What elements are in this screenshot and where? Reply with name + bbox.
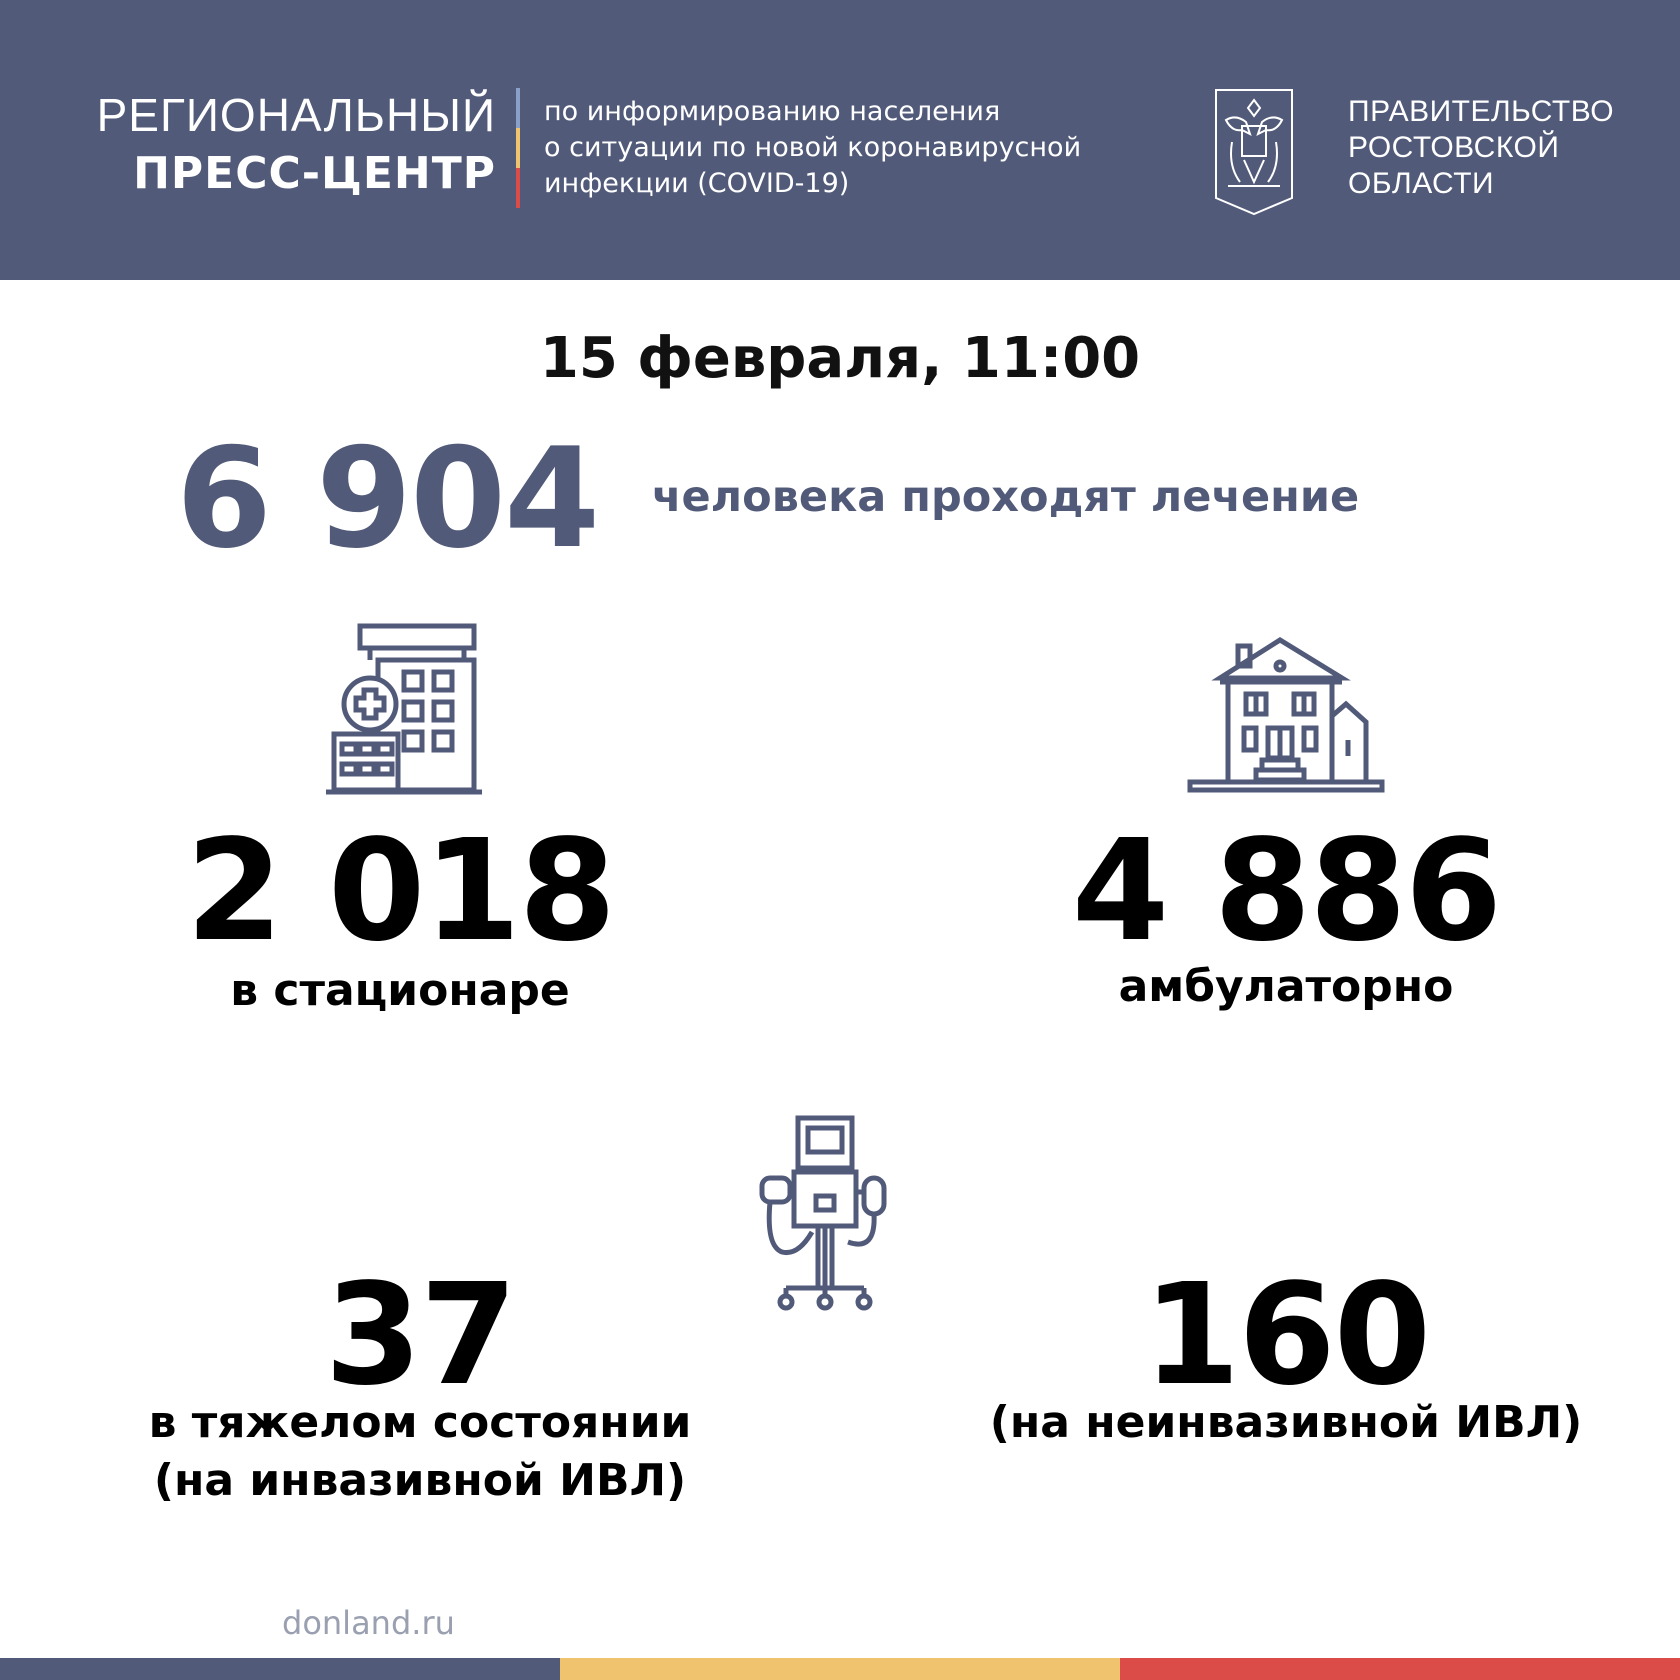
press-center-title-line1: РЕГИОНАЛЬНЫЙ bbox=[96, 89, 496, 141]
header-description bbox=[544, 94, 1081, 202]
header-description-line: инфекции (COVID-19) bbox=[544, 168, 850, 199]
government-label bbox=[1348, 94, 1614, 202]
government-label-line: РОСТОВСКОЙ bbox=[1348, 131, 1560, 164]
severe-condition-label-line1: в тяжелом состоянии bbox=[148, 1397, 692, 1448]
header-description-line: о ситуации по новой коронавирусной bbox=[544, 132, 1082, 163]
hospital-patients-label: в стационаре bbox=[230, 965, 570, 1016]
footer-stripe-red bbox=[1120, 1658, 1680, 1680]
government-label-line: ПРАВИТЕЛЬСТВО bbox=[1348, 95, 1615, 128]
house-icon bbox=[1186, 632, 1386, 796]
severe-condition-label-line2: (на инвазивной ИВЛ) bbox=[153, 1455, 687, 1506]
noninvasive-ventilation-value: 160 bbox=[1142, 1254, 1430, 1417]
press-center-title-line2: ПРЕСС-ЦЕНТР bbox=[133, 148, 496, 199]
severe-condition-value: 37 bbox=[324, 1254, 516, 1417]
ventilator-icon bbox=[752, 1112, 896, 1312]
severe-condition-label bbox=[120, 1394, 720, 1510]
government-label-line: ОБЛАСТИ bbox=[1348, 167, 1495, 200]
report-date: 15 февраля, 11:00 bbox=[539, 326, 1141, 391]
footer-website-link[interactable]: donland.ru bbox=[282, 1604, 455, 1642]
outpatient-label: амбулаторно bbox=[1118, 961, 1454, 1012]
footer-stripe-blue bbox=[0, 1658, 560, 1680]
header-description-line: по информированию населения bbox=[544, 96, 1001, 127]
total-under-treatment-value: 6 904 bbox=[176, 418, 599, 579]
header-divider bbox=[516, 88, 520, 208]
noninvasive-ventilation-label: (на неинвазивной ИВЛ) bbox=[989, 1397, 1583, 1448]
total-under-treatment-label: человека проходят лечение bbox=[652, 472, 1360, 522]
coat-of-arms-icon bbox=[1212, 86, 1296, 218]
hospital-patients-value: 2 018 bbox=[185, 810, 615, 973]
outpatient-value: 4 886 bbox=[1071, 810, 1501, 973]
footer-stripe-yellow bbox=[560, 1658, 1120, 1680]
hospital-building-icon bbox=[324, 620, 484, 796]
